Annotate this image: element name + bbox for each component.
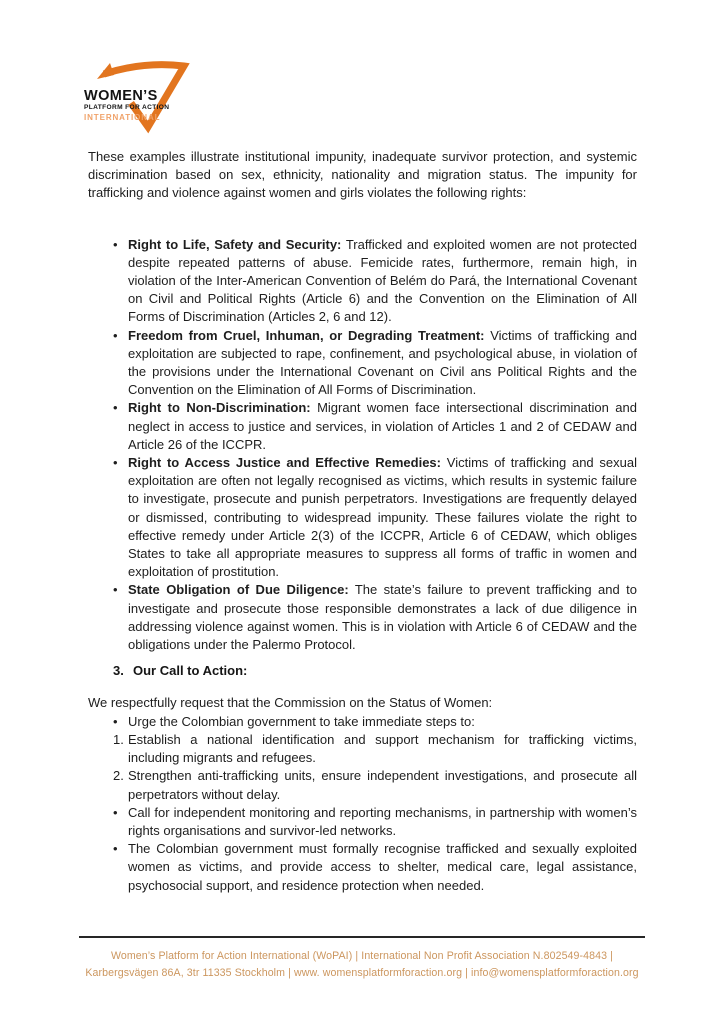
rights-item xyxy=(88,454,637,581)
action-text: Call for independent monitoring and reporting mechanisms, in partnership with women’s rights organisations and survivor-led networks. xyxy=(128,804,637,838)
bullet-marker: • xyxy=(113,400,118,416)
bullet-marker: • xyxy=(113,713,118,729)
right-title: Right to Life, Safety and Security: xyxy=(128,236,342,252)
action-item xyxy=(88,767,637,803)
footer xyxy=(0,936,724,983)
action-item xyxy=(88,804,637,840)
footer-line-2: Karbergsvägen 86A, 3tr 11335 Stockholm | www. womensplatformforaction.org | info@womensplatformforaction.org xyxy=(85,967,639,980)
action-text: Urge the Colombian government to take immediate steps to: xyxy=(128,713,475,729)
heading-number: 3. xyxy=(113,663,124,679)
right-title: Right to Access Justice and Effective Remedies: xyxy=(128,455,441,471)
action-item xyxy=(88,840,637,895)
bullet-marker: • xyxy=(113,582,118,598)
rights-item xyxy=(88,236,637,327)
section-heading xyxy=(113,662,637,680)
intro-paragraph: These examples illustrate institutional impunity, inadequate survivor protection, and systemic discrimination based on sex, ethnicity, nationality and migration status. The impunity for trafficking and violence against women and girls violates the following rights: xyxy=(88,149,637,201)
right-title: State Obligation of Due Diligence: xyxy=(128,582,349,598)
right-title: Right to Non-Discrimination: xyxy=(128,400,311,416)
bullet-marker: • xyxy=(113,804,118,820)
action-text: Strengthen anti-trafficking units, ensure independent investigations, and prosecute all perpetrators without delay. xyxy=(128,768,637,802)
actions-list xyxy=(88,713,637,895)
logo-text xyxy=(84,88,169,123)
bullet-marker: • xyxy=(113,327,118,343)
right-text: Migrant women face intersectional discrimination and neglect in access to justice and services, in violation of Articles 1 and 2 of CEDAW and Article 26 of the ICCPR. xyxy=(128,400,637,452)
right-text: Victims of trafficking and exploitation are subjected to rape, confinement, and psychological abuse, in violation of the provisions under the International Covenant on Civil ans Political Rights and the Convention on the Elimination of All Forms of Discrimination. xyxy=(128,327,637,398)
right-title: Freedom from Cruel, Inhuman, or Degrading Treatment: xyxy=(128,327,485,343)
logo-international: INTERNATIONAL xyxy=(84,113,161,122)
action-text: The Colombian government must formally recognise trafficked and sexually exploited women as victims, and provide access to shelter, medical care, legal assistance, psychosocial support, and residence protection when needed. xyxy=(128,841,637,893)
right-text: Trafficked and exploited women are not protected despite repeated patterns of abuse. Femicide rates, furthermore, remain high, in violation of the Inter-American Convention of Belém do Pará, the International Covenant on Civil and Political Rights (Article 6) and the Convention on the Elimination of All Forms of Discrimination (Articles 2, 6 and 12). xyxy=(128,236,637,325)
number-marker: 1. xyxy=(113,731,124,747)
heading-label: Our Call to Action: xyxy=(133,663,248,679)
bullet-marker: • xyxy=(113,841,118,857)
action-text: Establish a national identification and support mechanism for trafficking victims, including migrants and refugees. xyxy=(128,731,637,766)
rights-item xyxy=(88,399,637,454)
logo xyxy=(84,52,192,142)
footer-line-1: Women’s Platform for Action International (WoPAI) | International Non Profit Association N.802549-4843 | xyxy=(110,950,614,962)
action-item xyxy=(88,731,637,767)
number-marker: 2. xyxy=(113,768,124,784)
logo-name: WOMEN’S xyxy=(84,88,158,104)
logo-subtitle: PLATFORM FOR ACTION xyxy=(84,104,170,111)
right-text: The state’s failure to prevent trafficking and to investigate and prosecute those responsible demonstrates a lack of due diligence in addressing violence against women. This is in violation with Article 6 of CEDAW and the obligations under the Palermo Protocol. xyxy=(128,582,637,653)
rights-item xyxy=(88,581,637,654)
rights-item xyxy=(88,327,637,400)
request-paragraph: We respectfully request that the Commission on the Status of Women: xyxy=(88,695,493,711)
document-body xyxy=(88,148,637,895)
action-item xyxy=(88,713,637,731)
bullet-marker: • xyxy=(113,455,118,471)
rights-list xyxy=(88,236,637,655)
right-text: Victims of trafficking and sexual exploitation are often not legally recognised as victims, which results in systemic failure to investigate, prosecute and punish perpetrators. Investigations are frequently delayed or dismissed, contributing to widespread impunity. These failures violate the right to effective remedy under Article 2(3) of the ICCPR, Article 6 of CEDAW, which obliges States to take all appropriate measures to suppress all forms of traffic in women and exploitation of prostitution. xyxy=(128,455,638,580)
bullet-marker: • xyxy=(113,236,118,252)
footer-divider xyxy=(79,936,645,938)
